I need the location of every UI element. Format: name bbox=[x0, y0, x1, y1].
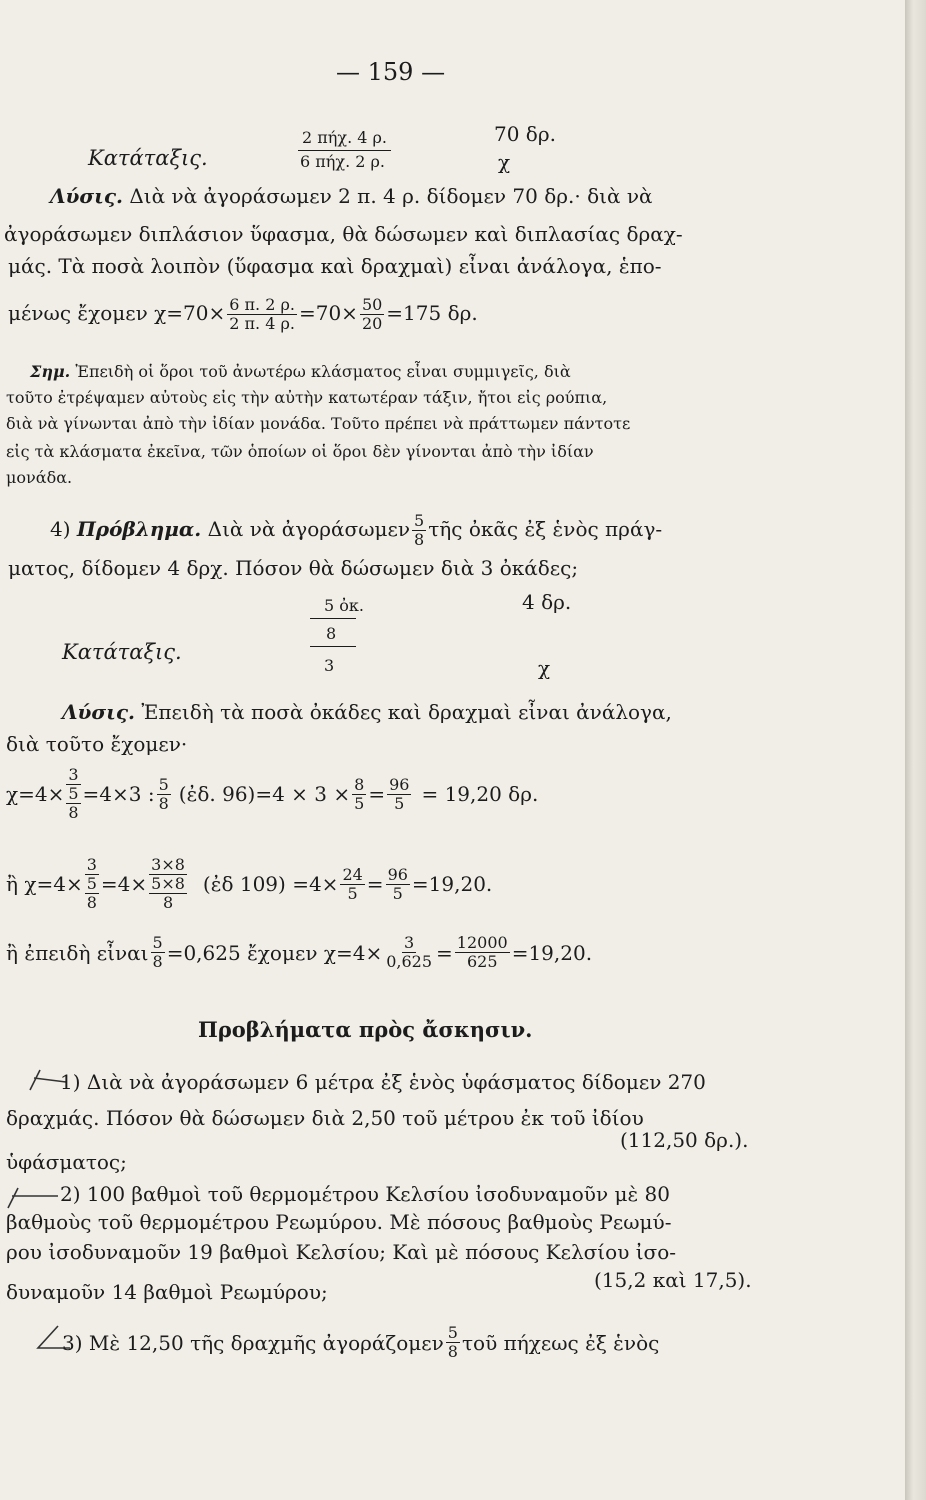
fraction-bar bbox=[310, 646, 356, 647]
arrangement-2-bottom-left: 3 bbox=[324, 656, 335, 675]
fraction: $\frac{5}{8}$ bbox=[152, 933, 163, 971]
eq-text: =0,625 ἔχομεν χ=4× bbox=[166, 940, 383, 965]
arrangement-2-bottom-right: χ bbox=[538, 656, 551, 680]
arrangement-bottom-left: 6 πήχ. 2 ρ. bbox=[300, 152, 385, 171]
note-line-4: εἰς τὰ κλάσματα ἐκεῖνα, τῶν ὁποίων οἱ ὅροι δὲν γίνονται ἀπὸ τὴν ἰδίαν bbox=[6, 442, 594, 461]
arrangement-label: Κατάταξις. bbox=[88, 146, 208, 170]
compound-fraction: 3 5 8 bbox=[68, 765, 79, 822]
fraction: $\frac{12000}{625}$ bbox=[456, 933, 508, 971]
note-line-5: μονάδα. bbox=[6, 468, 73, 487]
arrangement-2-label: Κατάταξις. bbox=[62, 640, 182, 664]
eq-text: (ἐδ. 96)=4 × 3 × bbox=[178, 782, 351, 806]
problem-4-line-2: ματος, δίδομεν 4 δρχ. Πόσον θὰ δώσωμεν διὰ 3 ὀκάδες; bbox=[8, 556, 579, 580]
arrangement-top-left: 2 πήχ. 4 ρ. bbox=[298, 126, 391, 151]
equation-1 bbox=[6, 766, 538, 822]
solution-1-line-1 bbox=[50, 184, 653, 208]
eq-text: (ἐδ 109) =4× bbox=[202, 872, 339, 896]
eq-text: ἢ ἐπειδὴ εἶναι bbox=[6, 940, 149, 965]
eq-text: = bbox=[368, 782, 386, 806]
fraction: $\frac{24}{5}$ bbox=[342, 864, 363, 903]
eq-text: =19,20. bbox=[511, 940, 593, 965]
exercises-heading: Προβλήματα πρὸς ἄσκησιν. bbox=[198, 1017, 533, 1042]
problem-number: 4) bbox=[50, 517, 71, 541]
solution-1-text-1: Διὰ νὰ ἀγοράσωμεν 2 π. 4 ρ. δίδομεν 70 δρ.· διὰ νὰ bbox=[129, 184, 653, 208]
arrangement-2-top-left-den: 8 bbox=[326, 624, 337, 643]
eq-part: ×8 bbox=[161, 874, 185, 893]
problem-text: τῆς ὀκᾶς ἐξ ἑνὸς πράγ- bbox=[428, 517, 663, 541]
exercise-2-line-3: ρου ἰσοδυναμοῦν 19 βαθμοὶ Κελσίου; Καὶ μὲ πόσους Κελσίου ἰσο- bbox=[6, 1240, 676, 1264]
solution-1-line-3: μάς. Τὰ ποσὰ λοιπὸν (ὕφασμα καὶ δραχμαὶ) εἶναι ἀνάλογα, ἑπο- bbox=[8, 254, 662, 278]
problem-4-line-1 bbox=[50, 512, 662, 549]
exercise-3-text: 3) Μὲ 12,50 τῆς δραχμῆς ἀγοράζομεν bbox=[62, 1330, 444, 1355]
solution-1-equation bbox=[8, 296, 478, 333]
fraction: $\frac{96}{5}$ bbox=[387, 864, 408, 903]
solution-label: Λύσις. bbox=[50, 184, 123, 208]
fraction: $\frac{50}{20}$ bbox=[361, 295, 383, 333]
eq-text: =70× bbox=[298, 301, 358, 325]
exercise-1-answer: (112,50 δρ.). bbox=[620, 1128, 749, 1152]
fraction: $\frac{8}{5}$ bbox=[354, 774, 365, 813]
arrangement-2-top-left: 5 ὀκ. bbox=[324, 596, 364, 615]
fraction: $\frac{6 \pi. 2 \rho.}{2 \pi. 4 \rho.}$ bbox=[229, 295, 295, 333]
eq-text: = bbox=[366, 872, 384, 896]
eq-part: 5 bbox=[151, 874, 162, 893]
eq-text: μένως ἔχομεν χ=70× bbox=[8, 301, 226, 325]
exercise-1-line-2: δραχμάς. Πόσον θὰ δώσωμεν διὰ 2,50 τοῦ μέτρου ἐκ τοῦ ἰδίου bbox=[6, 1106, 644, 1130]
problem-text: Διὰ νὰ ἀγοράσωμεν bbox=[207, 517, 411, 541]
eq-text: ἢ χ=4× bbox=[6, 872, 83, 896]
arrangement-2-top-right: 4 δρ. bbox=[522, 590, 572, 614]
solution-2-line-1 bbox=[62, 700, 672, 724]
arrangement-bottom-right: χ bbox=[498, 150, 511, 174]
equation-2 bbox=[6, 856, 492, 912]
note-line-3: διὰ νὰ γίνωνται ἀπὸ τὴν ἰδίαν μονάδα. Τοῦτο πρέπει νὰ πράττωμεν πάντοτε bbox=[6, 414, 631, 433]
compound-fraction: 3×8 5×8 8 bbox=[151, 855, 185, 912]
note-label: Σημ. bbox=[30, 362, 71, 381]
solution-2-line-2: διὰ τοῦτο ἔχομεν· bbox=[6, 732, 188, 756]
eq-text: =175 δρ. bbox=[386, 301, 478, 325]
exercise-2-line-4: δυναμοῦν 14 βαθμοὶ Ρεωμύρου; bbox=[6, 1280, 328, 1304]
solution-2-text: Ἐπειδὴ τὰ ποσὰ ὀκάδες καὶ δραχμαὶ εἶναι ἀνάλογα, bbox=[141, 700, 672, 724]
eq-text: =4× bbox=[100, 872, 148, 896]
exercise-2-line-2: βαθμοὺς τοῦ θερμομέτρου Ρεωμύρου. Μὲ πόσους βαθμοὺς Ρεωμύ- bbox=[6, 1210, 672, 1234]
fraction: $\frac{5}{8}$ bbox=[447, 1323, 458, 1361]
page-number: — 159 — bbox=[336, 58, 446, 86]
exercise-3-line-1 bbox=[62, 1324, 659, 1361]
exercise-2-line-1: 2) 100 βαθμοὶ τοῦ θερμομέτρου Κελσίου ἰσοδυναμοῦν μὲ 80 bbox=[60, 1182, 670, 1206]
fraction: $\frac{96}{5}$ bbox=[389, 774, 410, 813]
exercise-1-line-1: 1) Διὰ νὰ ἀγοράσωμεν 6 μέτρα ἐξ ἑνὸς ὑφάσματος δίδομεν 270 bbox=[60, 1070, 706, 1094]
exercise-2-answer: (15,2 καὶ 17,5). bbox=[594, 1268, 752, 1292]
eq-text: =19,20. bbox=[411, 872, 493, 896]
fraction-bar bbox=[310, 618, 356, 619]
exercise-1-line-3: ὑφάσματος; bbox=[6, 1150, 127, 1174]
solution-label: Λύσις. bbox=[62, 700, 135, 724]
note-line-1 bbox=[30, 360, 571, 384]
eq-text: χ=4× bbox=[6, 782, 65, 806]
exercise-3-text: τοῦ πήχεως ἐξ ἑνὸς bbox=[461, 1330, 660, 1355]
eq-text: = bbox=[436, 940, 453, 965]
eq-text: =4×3 : bbox=[82, 782, 155, 806]
equation-3 bbox=[6, 934, 592, 971]
fraction: $\frac{5}{8}$ bbox=[158, 774, 169, 813]
solution-1-line-2: ἀγοράσωμεν διπλάσιον ὕφασμα, θὰ δώσωμεν καὶ διπλασίας δραχ- bbox=[4, 222, 683, 246]
page-edge bbox=[905, 0, 926, 1500]
eq-text: = 19,20 δρ. bbox=[421, 782, 539, 806]
fraction: $\frac{5}{8}$ bbox=[414, 511, 425, 549]
problem-label: Πρόβλημα. bbox=[76, 517, 202, 541]
note-line-2: τοῦτο ἐτρέψαμεν αὐτοὺς εἰς τὴν αὐτὴν κατωτέραν τάξιν, ἤτοι εἰς ρούπια, bbox=[6, 388, 608, 407]
arrangement-top-right: 70 δρ. bbox=[494, 122, 556, 146]
fraction: $\frac{3}{0,625}$ bbox=[386, 933, 433, 971]
note-text-1: Ἐπειδὴ οἱ ὅροι τοῦ ἀνωτέρω κλάσματος εἶναι συμμιγεῖς, διὰ bbox=[75, 362, 571, 381]
compound-fraction: 3 5 8 bbox=[86, 855, 97, 912]
